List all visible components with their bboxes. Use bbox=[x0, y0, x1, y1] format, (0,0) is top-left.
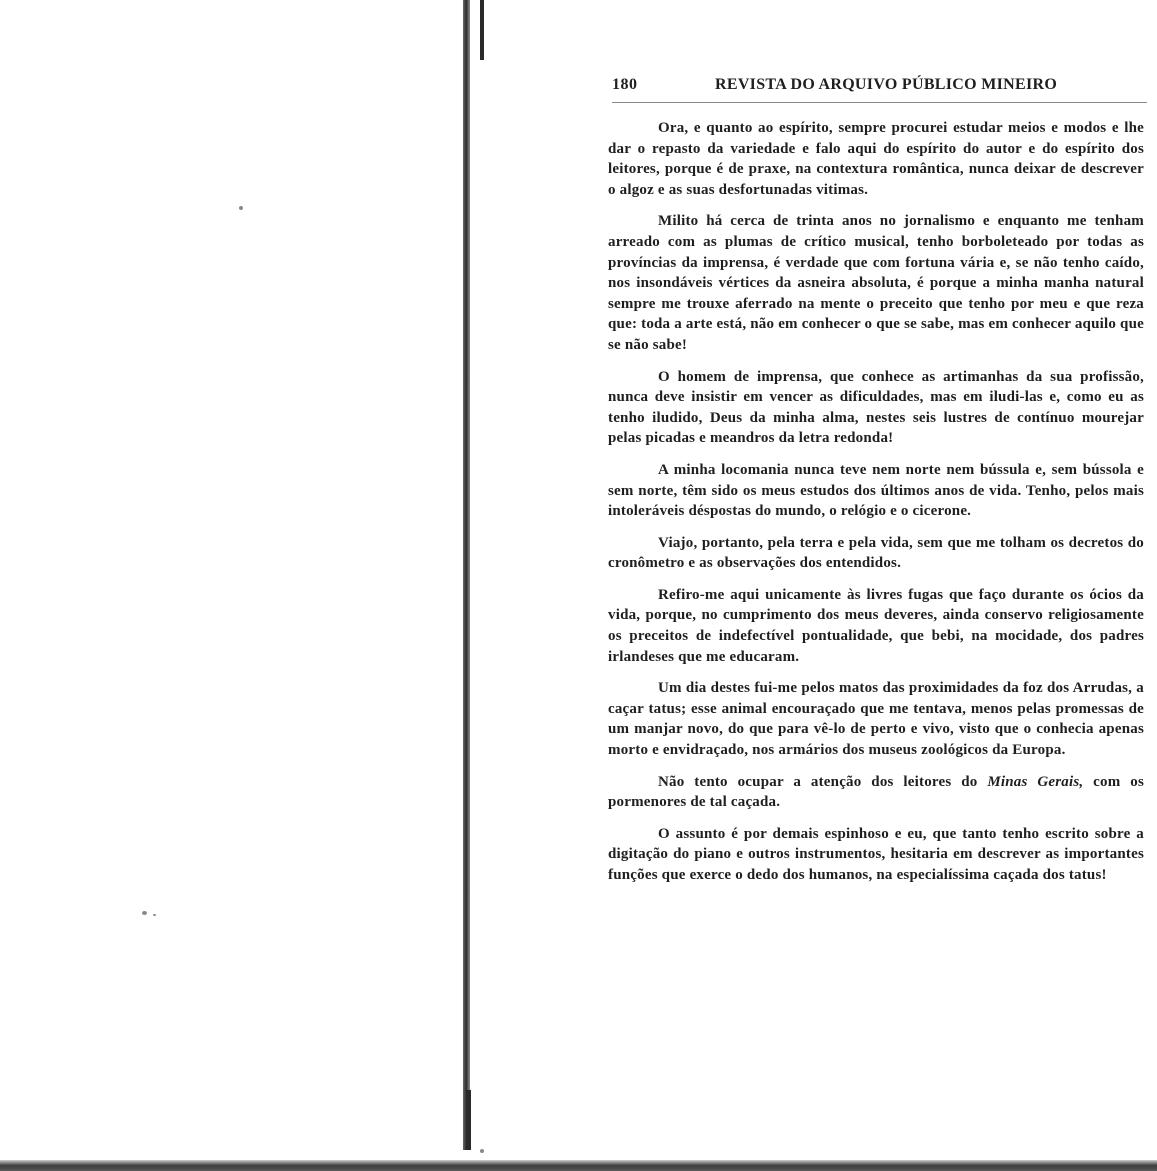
paragraph: Ora, e quanto ao espírito, sempre procurei estudar meios e modos e lhe dar o repasto da variedade e falo aqui do espírito do autor e do espírito dos leitores, porque é de praxe, na contextura romântica, nunca deixar de descrever o algoz e as suas desfortunadas vitimas. bbox=[608, 120, 1144, 198]
paragraph: O homem de imprensa, que conhece as artimanhas da sua profissão, nunca deve insistir em vencer as dificuldades, mas em iludi-las e, como eu as tenho iludido, Deus da minha alma, nestes seis lustres de contínuo mourejar pelas picadas e meandros da letra redonda! bbox=[608, 368, 1144, 447]
dust-speck bbox=[142, 911, 147, 915]
paragraph: O assunto é por demais espinhoso e eu, que tanto tenho escrito sobre a digitação do piano e outros instrumentos, hesitaria em descrever as importantes funções que exerce o dedo dos humanos, na especialíssima caçada dos tatus! bbox=[608, 825, 1144, 883]
paragraph: Viajo, portanto, pela terra e pela vida, sem que me tolham os decretos do cronômetro e as observações dos entendidos. bbox=[608, 534, 1144, 572]
paragraph: Um dia destes fui-me pelos matos das proximidades da foz dos Arrudas, a caçar tatus; esse animal encouraçado que me tentava, menos pelas promessas de um manjar novo, do que para vê-lo de perto e vivo, visto que o conhecia apenas morto e envidraçado, nos armários dos museus zoológicos da Europa. bbox=[608, 680, 1144, 759]
paragraph: A minha locomania nunca teve nem norte nem bússula e, sem bússola e sem norte, têm sido os meus estudos dos últimos anos de vida. Tenho, pelos mais intoleráveis déspostas do mundo, o relógio e o cicerone. bbox=[608, 461, 1144, 520]
paragraph: Milito há cerca de trinta anos no jornalismo e enquanto me tenham arreado com as plumas de crítico musical, tenho borboleteado por todas as províncias da imprensa, é verdade que com fortuna vária e, se não tenho caído, nos insondáveis vértices da asneira absoluta, é porque a minha manha natural sempre me trouxe aferrado na mente o preceito que tenho por meu e que reza que: toda a arte está, não em conhecer o que se sabe, mas em conhecer aquilo que se não sabe! bbox=[608, 213, 1144, 353]
page-number: 180 bbox=[612, 76, 638, 93]
article-body bbox=[608, 118, 1144, 886]
paragraph: Refiro-me aqui unicamente às livres fugas que faço durante os ócios da vida, porque, no cumprimento dos meus deveres, ainda conservo religiosamente os preceitos de indefectível pontualidade, que bebi, na mocidade, dos padres irlandeses que me educaram. bbox=[608, 586, 1144, 665]
page-bottom-edge bbox=[0, 1160, 1157, 1171]
dust-speck bbox=[153, 914, 156, 916]
page-header bbox=[612, 74, 1147, 103]
dust-speck bbox=[239, 206, 243, 210]
dust-speck bbox=[480, 1149, 484, 1153]
book-spine bbox=[463, 0, 470, 1150]
paragraph-text: com os pormenores de tal caçada. bbox=[608, 773, 1144, 811]
spine-shadow-bottom bbox=[466, 1090, 471, 1150]
paragraph-text: Não tento ocupar a atenção dos leitores do bbox=[658, 773, 988, 790]
spine-shadow-top bbox=[480, 0, 484, 60]
running-title: REVISTA DO ARQUIVO PÚBLICO MINEIRO bbox=[715, 76, 1058, 93]
paragraph-minas-gerais bbox=[608, 772, 1144, 813]
newspaper-title: Minas Gerais, bbox=[987, 773, 1084, 790]
